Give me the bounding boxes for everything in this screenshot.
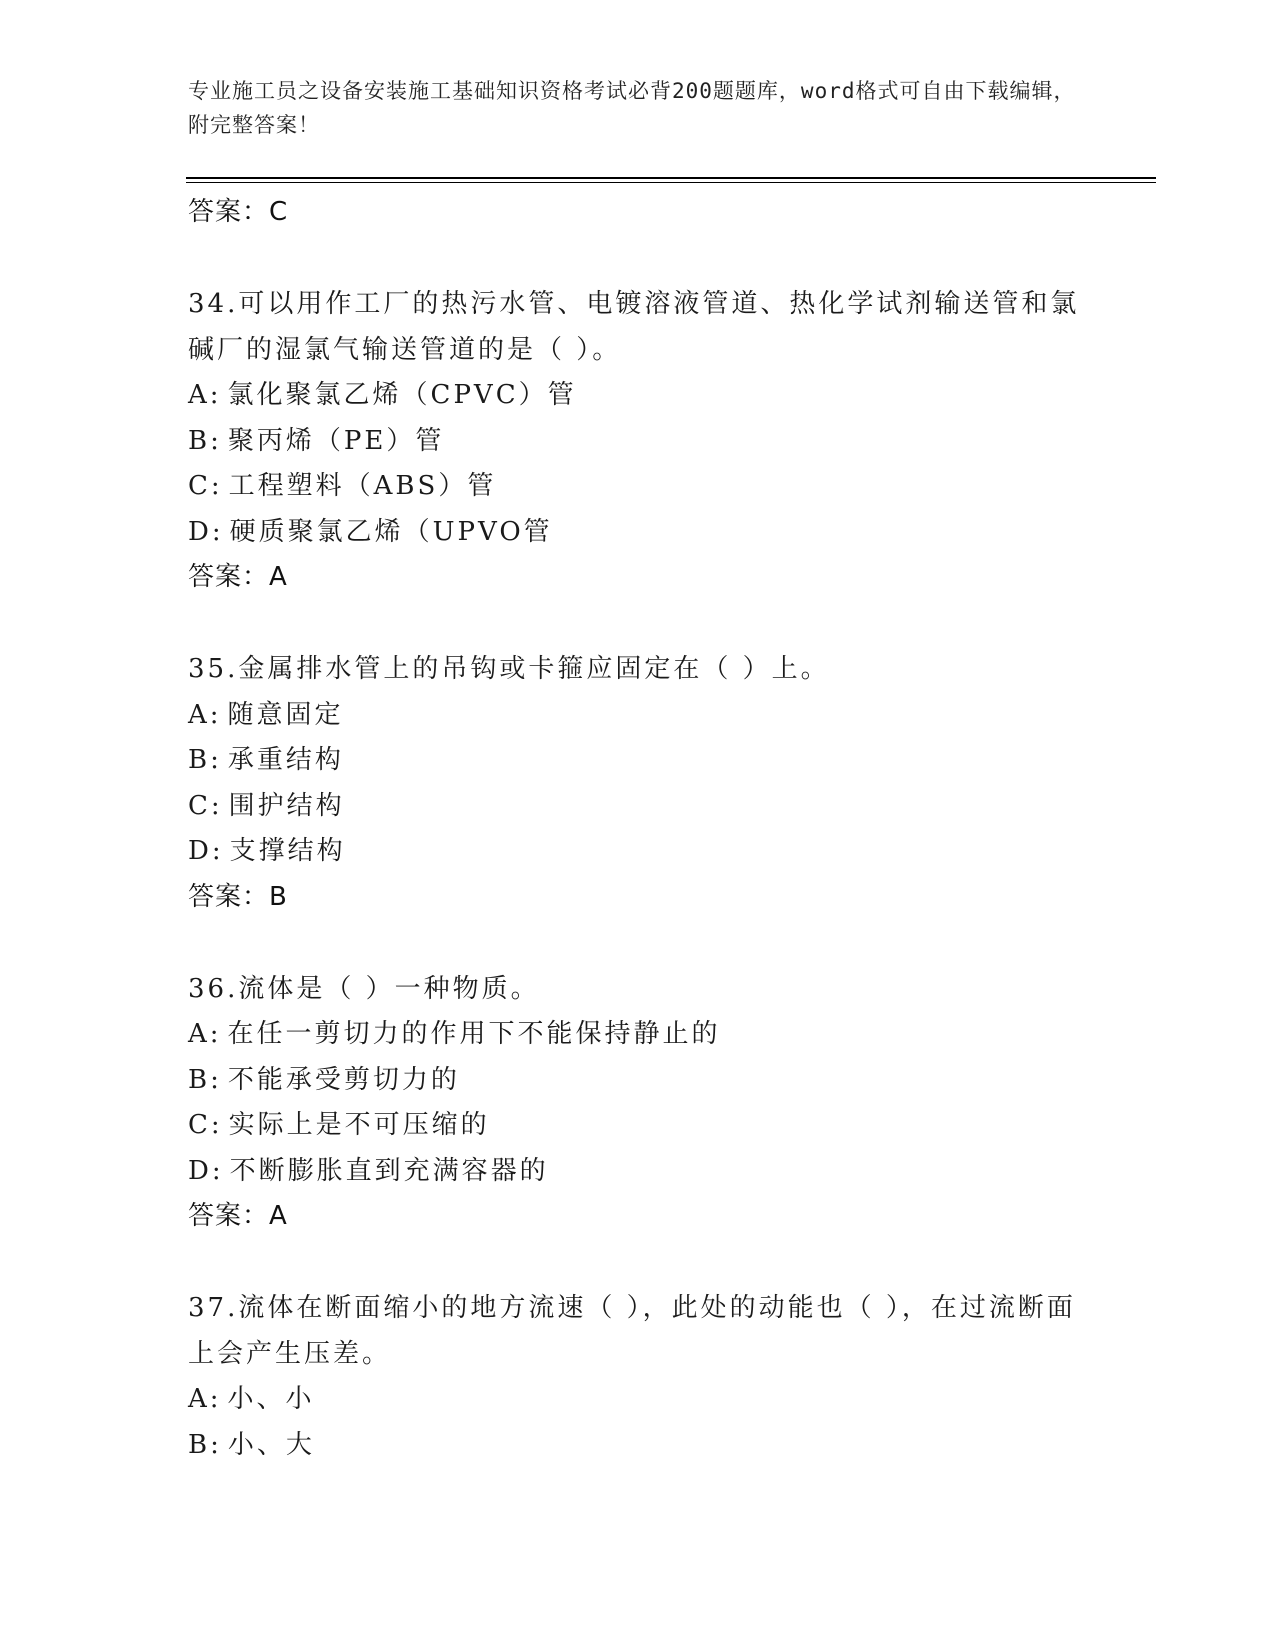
option-key: B: (188, 745, 222, 775)
option-key: A: (188, 380, 222, 410)
answer-value: B (269, 881, 287, 912)
answer-value: A (269, 562, 287, 592)
option-text: 随意固定 (227, 699, 344, 730)
question-number: 34. (188, 289, 239, 319)
question-number: 37. (188, 1293, 239, 1323)
question-stem: 可以用作工厂的热污水管、电镀溶液管道、热化学试剂输送管和氯碱厂的湿氯气输送管道的是（ ）。 (188, 289, 1080, 365)
answer-label: 答案： (188, 1201, 270, 1231)
header-rule-thin (186, 182, 1156, 183)
option-b (188, 419, 1088, 465)
question-block (188, 967, 1088, 1240)
option-c (188, 464, 1088, 510)
option-text: 实际上是不可压缩的 (228, 1110, 490, 1140)
question-stem: 流体在断面缩小的地方流速（ ），此处的动能也（ ），在过流断面上会产生压差。 (188, 1293, 1076, 1369)
answer-label: 答案： (188, 562, 270, 592)
answer-line (188, 190, 1088, 235)
answer-value: C (269, 197, 288, 227)
option-b (188, 738, 1088, 784)
question-stem: 金属排水管上的吊钩或卡箍应固定在（ ）上。 (238, 654, 830, 684)
option-text: 硬质聚氯乙烯（UPVO管 (229, 516, 553, 547)
option-key: A: (188, 1384, 222, 1414)
question-stem: 流体是（ ）一种物质。 (238, 973, 540, 1004)
question-text (188, 282, 1088, 373)
option-key: B: (188, 1064, 222, 1095)
option-text: 不能承受剪切力的 (227, 1064, 460, 1095)
option-text: 支撑结构 (229, 836, 346, 866)
question-text (188, 967, 1088, 1013)
option-key: C: (188, 471, 223, 501)
answer-line (188, 875, 1088, 920)
option-key: B: (188, 1429, 222, 1460)
answer-value: A (269, 1201, 287, 1231)
option-d (188, 510, 1088, 556)
option-a (188, 1012, 1088, 1058)
option-c (188, 1103, 1088, 1149)
option-text: 小、小 (227, 1384, 315, 1414)
option-text: 工程塑料（ABS）管 (228, 471, 497, 501)
answer-line (188, 1194, 1088, 1239)
answer-label: 答案： (188, 197, 270, 227)
option-a (188, 693, 1088, 739)
option-a (188, 1377, 1088, 1423)
option-key: D: (188, 1155, 224, 1186)
header-rule-thick (186, 177, 1156, 179)
option-text: 聚丙烯（PE）管 (227, 425, 445, 456)
option-text: 承重结构 (227, 745, 344, 775)
spacer (188, 1239, 1088, 1286)
option-key: A: (188, 1019, 222, 1049)
question-block (188, 282, 1088, 600)
option-b (188, 1423, 1088, 1469)
question-block (188, 647, 1088, 920)
option-text: 小、大 (227, 1429, 315, 1460)
page-header: 专业施工员之设备安装施工基础知识资格考试必背200题题库，word格式可自由下载编辑，附完整答案！ (188, 79, 1076, 137)
option-text: 围护结构 (228, 790, 345, 821)
option-d (188, 829, 1088, 875)
option-c (188, 784, 1088, 830)
option-key: D: (188, 836, 224, 866)
option-a (188, 373, 1088, 419)
option-key: A: (188, 699, 222, 730)
option-key: C: (188, 790, 223, 821)
spacer (188, 600, 1088, 647)
question-list (188, 190, 1088, 1468)
question-block (188, 1286, 1088, 1468)
option-text: 不断膨胀直到充满容器的 (229, 1155, 549, 1186)
question-text (188, 647, 1088, 693)
spacer (188, 920, 1088, 967)
answer-label: 答案： (188, 881, 270, 912)
question-text (188, 1286, 1088, 1377)
option-d (188, 1149, 1088, 1195)
option-key: D: (188, 516, 224, 547)
option-key: C: (188, 1110, 223, 1140)
option-text: 在任一剪切力的作用下不能保持静止的 (227, 1019, 721, 1049)
option-text: 氯化聚氯乙烯（CPVC）管 (227, 380, 577, 410)
question-number: 35. (188, 654, 239, 684)
answer-line (188, 555, 1088, 600)
option-key: B: (188, 425, 222, 456)
spacer (188, 235, 1088, 282)
question-number: 36. (188, 973, 239, 1004)
option-b (188, 1058, 1088, 1104)
